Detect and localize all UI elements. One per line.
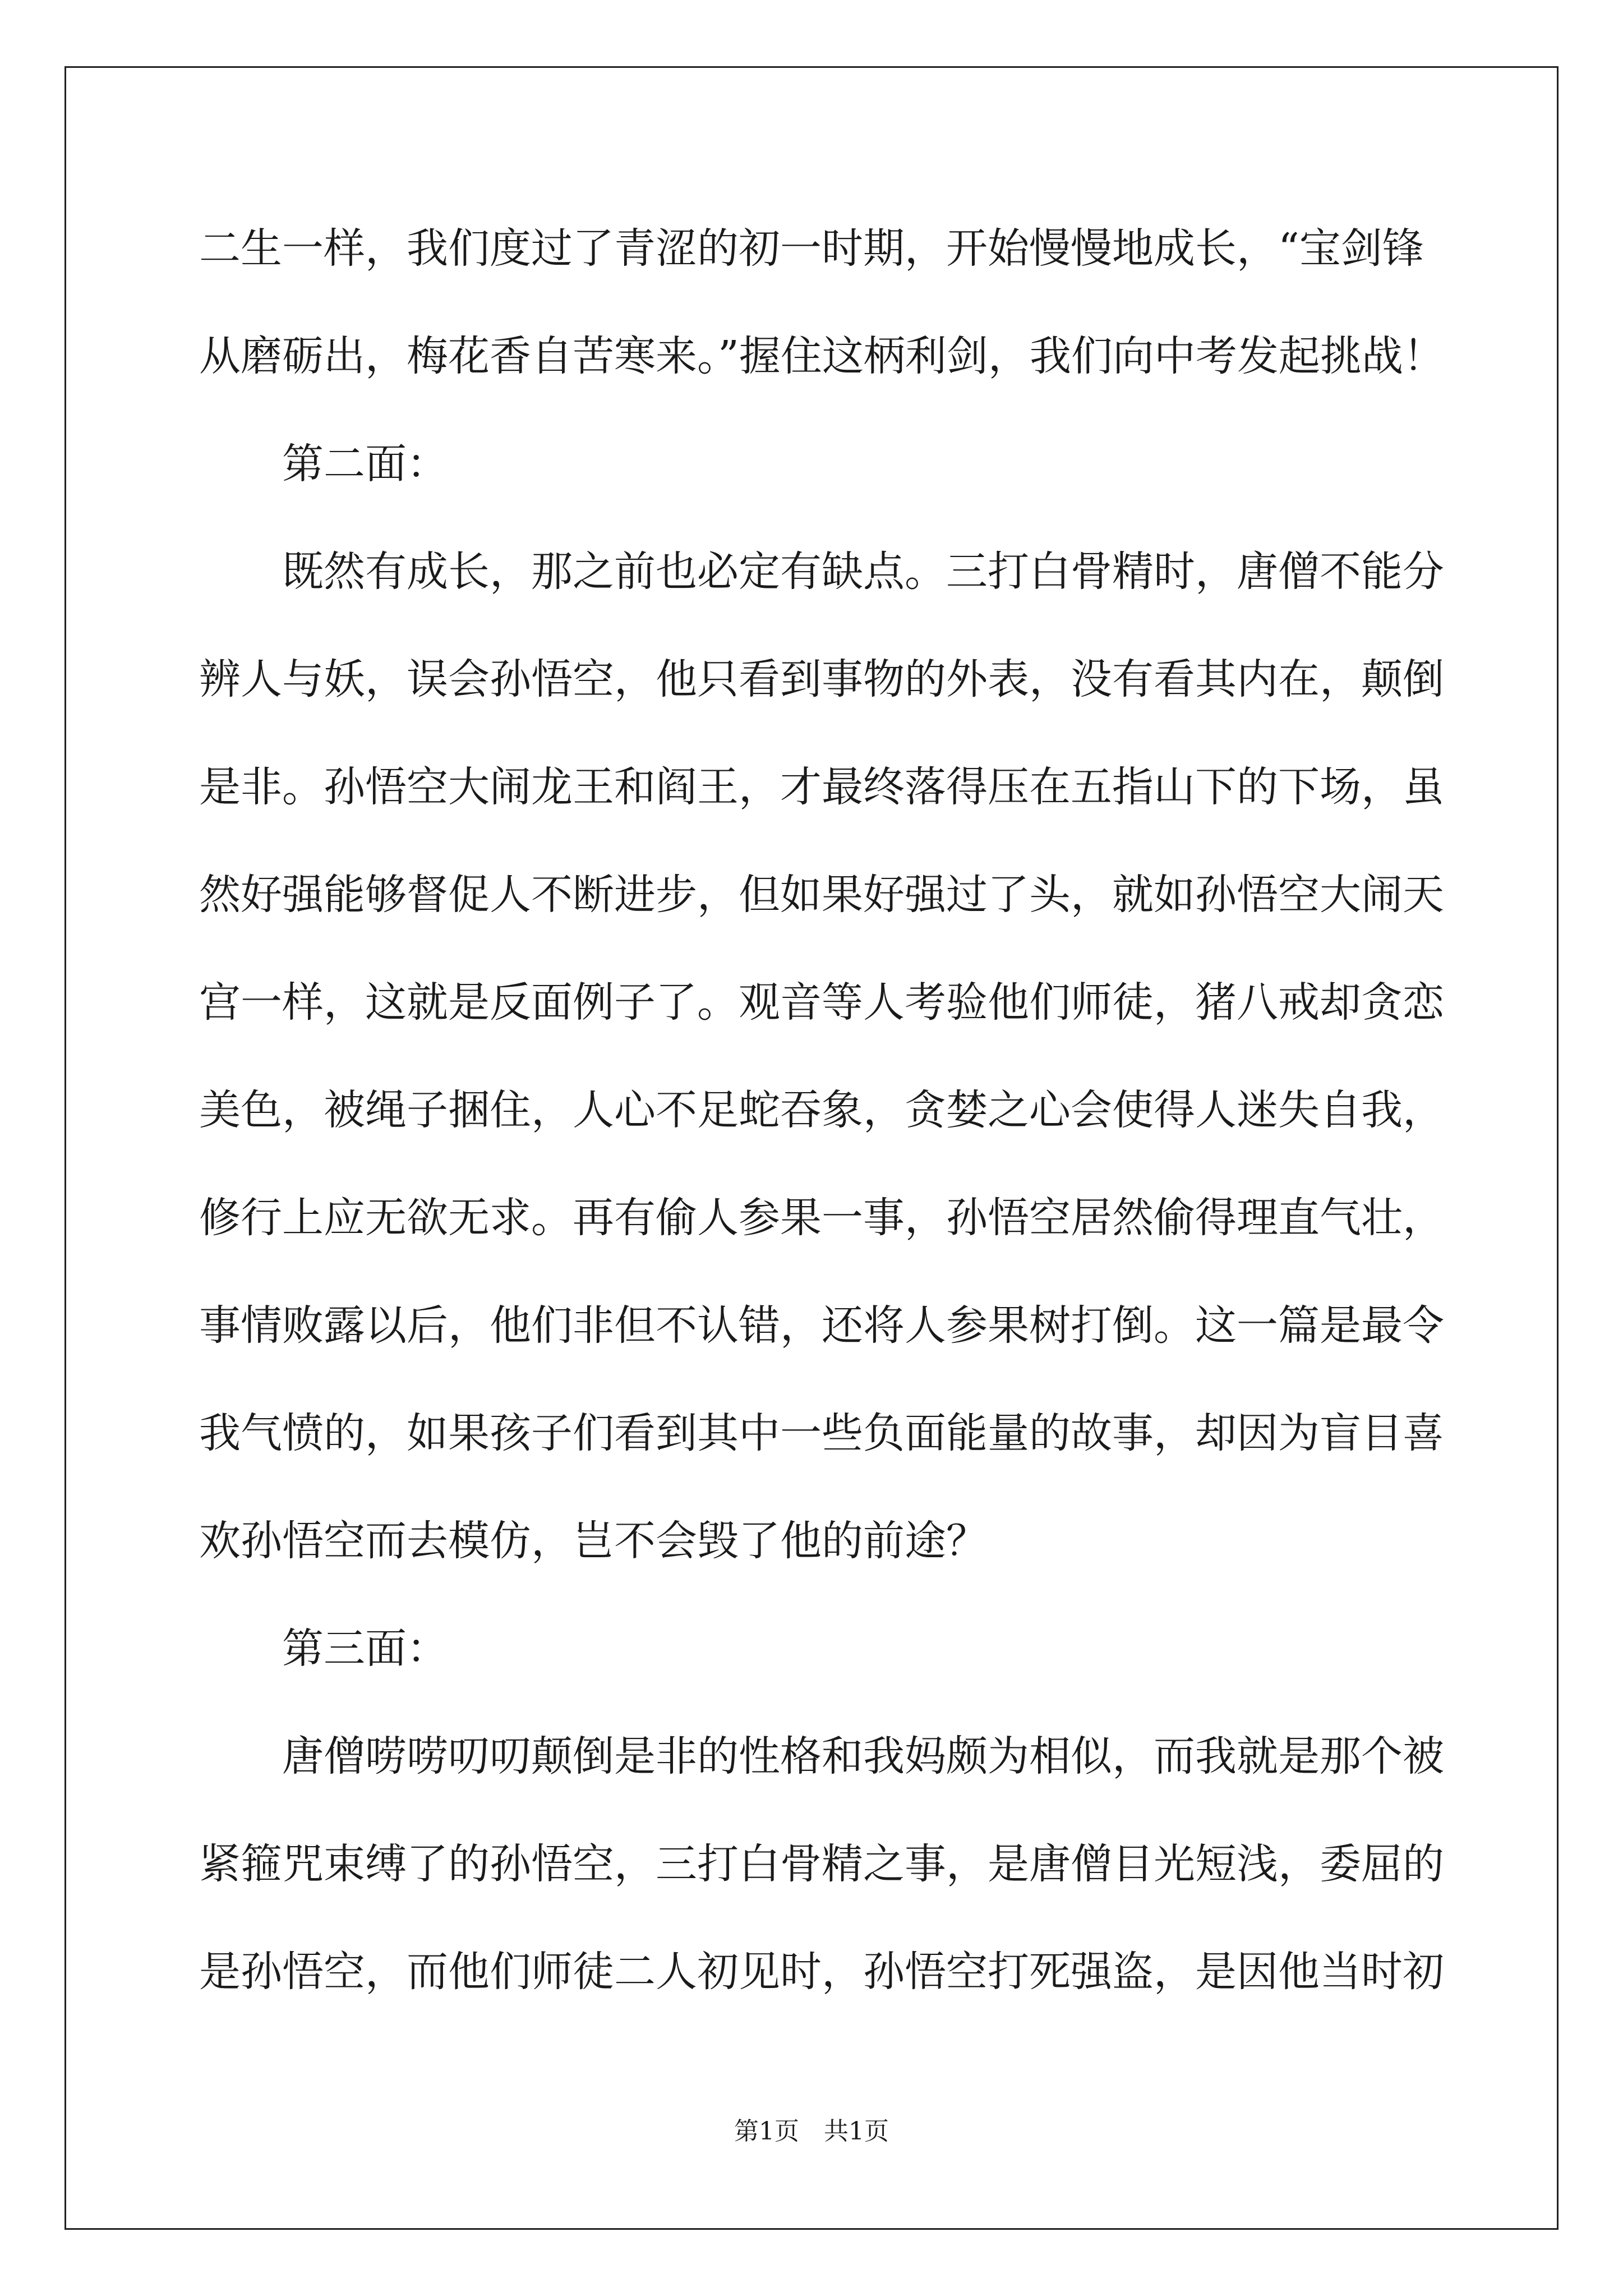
text-line: 从磨砺出，梅花香自苦寒来。”握住这柄利剑，我们向中考发起挑战！ bbox=[199, 332, 1445, 380]
text-line: 修行上应无欲无求。再有偷人参果一事，孙悟空居然偷得理直气壮， bbox=[199, 1194, 1444, 1242]
text-line: 欢孙悟空而去模仿，岂不会毁了他的前途？ bbox=[199, 1517, 988, 1565]
page-footer: 第1页 共1页 bbox=[734, 2117, 889, 2146]
text-line: 事情败露以后，他们非但不认错，还将人参果树打倒。这一篇是最令 bbox=[199, 1301, 1444, 1350]
text-line: 紧箍咒束缚了的孙悟空，三打白骨精之事，是唐僧目光短浅，委屈的 bbox=[199, 1840, 1444, 1888]
text-line: 是非。孙悟空大闹龙王和阎王，才最终落得压在五指山下的下场，虽 bbox=[199, 763, 1444, 811]
text-line: 二生一样，我们度过了青涩的初一时期，开始慢慢地成长，“宝剑锋 bbox=[199, 224, 1424, 273]
text-line: 然好强能够督促人不断进步，但如果好强过了头，就如孙悟空大闹天 bbox=[199, 871, 1444, 919]
text-line: 既然有成长，那之前也必定有缺点。三打白骨精时，唐僧不能分 bbox=[199, 547, 1444, 596]
text-line: 辨人与妖，误会孙悟空，他只看到事物的外表，没有看其内在，颠倒 bbox=[199, 655, 1444, 703]
text-line: 美色，被绳子捆住，人心不足蛇吞象，贪婪之心会使得人迷失自我， bbox=[199, 1086, 1444, 1134]
section-heading: 第二面： bbox=[199, 440, 448, 488]
document-body bbox=[199, 220, 1445, 2051]
text-line: 是孙悟空，而他们师徒二人初见时，孙悟空打死强盗，是因他当时初 bbox=[199, 1948, 1444, 1996]
text-line: 唐僧唠唠叨叨颠倒是非的性格和我妈颇为相似，而我就是那个被 bbox=[199, 1732, 1444, 1780]
text-line: 我气愤的，如果孩子们看到其中一些负面能量的故事，却因为盲目喜 bbox=[199, 1409, 1444, 1457]
section-heading: 第三面： bbox=[199, 1625, 448, 1673]
text-line: 宫一样，这就是反面例子了。观音等人考验他们师徒，猪八戒却贪恋 bbox=[199, 978, 1444, 1027]
